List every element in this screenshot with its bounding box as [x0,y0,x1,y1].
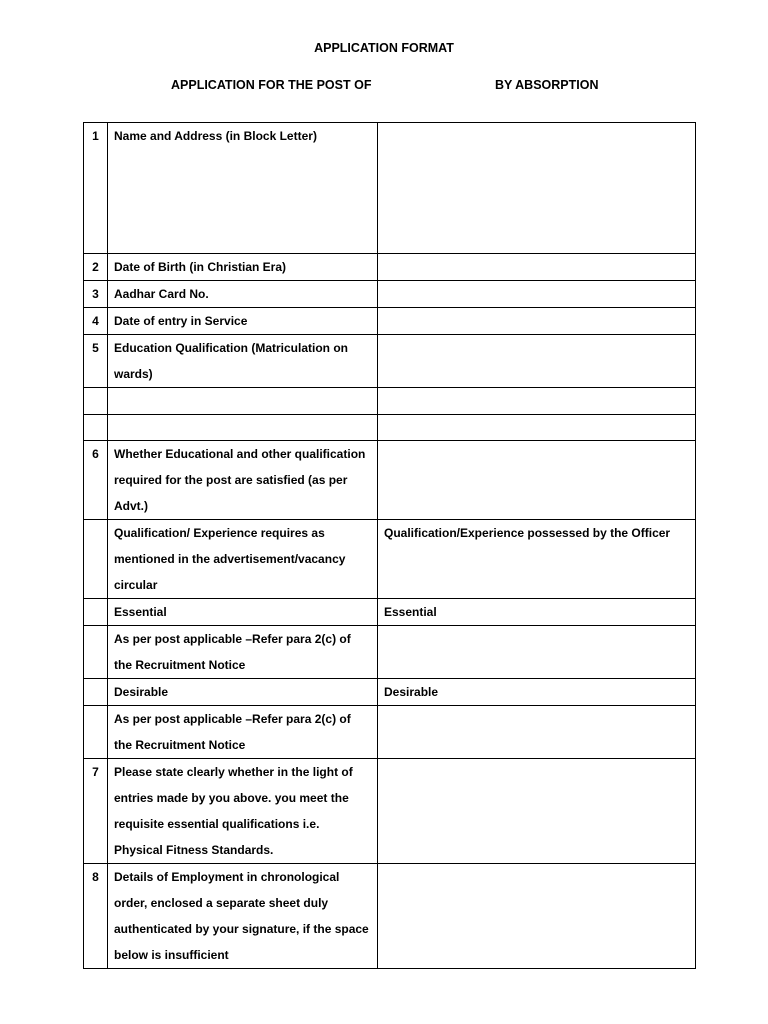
row-number [84,626,108,679]
row-label: Name and Address (in Block Letter) [108,123,378,254]
row-number: 8 [84,864,108,969]
education-extra-field[interactable] [378,388,696,415]
qualification-satisfied-field[interactable] [378,441,696,520]
form-title: APPLICATION FORMAT [314,41,454,55]
education-field[interactable] [378,335,696,388]
row-label[interactable] [108,415,378,441]
name-address-field[interactable] [378,123,696,254]
row-label: Essential [108,599,378,626]
row-qualification-satisfied [84,441,696,520]
row-label: Desirable [108,679,378,706]
row-number [84,599,108,626]
date-of-birth-field[interactable] [378,254,696,281]
row-number: 1 [84,123,108,254]
application-form-table [83,122,696,969]
row-employment-details [84,864,696,969]
absorption-label: BY ABSORPTION [495,78,599,92]
row-essential-detail [84,626,696,679]
row-number: 7 [84,759,108,864]
row-number [84,520,108,599]
row-label: Date of Birth (in Christian Era) [108,254,378,281]
row-number: 2 [84,254,108,281]
row-label: Education Qualification (Matriculation on wards) [108,335,378,388]
row-desirable-heading [84,679,696,706]
row-number [84,679,108,706]
row-essential-heading [84,599,696,626]
essential-qualification-field[interactable] [378,626,696,679]
row-number [84,388,108,415]
row-physical-fitness [84,759,696,864]
row-label: Qualification/ Experience requires as mentioned in the advertisement/vacancy circular [108,520,378,599]
row-label: Aadhar Card No. [108,281,378,308]
row-aadhar [84,281,696,308]
row-name-address [84,123,696,254]
physical-fitness-field[interactable] [378,759,696,864]
row-education [84,335,696,388]
column-heading: Essential [378,599,696,626]
employment-details-field[interactable] [378,864,696,969]
row-number [84,706,108,759]
row-education-extra-1 [84,388,696,415]
row-number: 5 [84,335,108,388]
row-label: Date of entry in Service [108,308,378,335]
row-number [84,415,108,441]
row-label: Whether Educational and other qualification required for the post are satisfied (as per Advt.) [108,441,378,520]
column-heading: Qualification/Experience possessed by the Officer [378,520,696,599]
row-label[interactable] [108,388,378,415]
row-number: 4 [84,308,108,335]
row-education-extra-2 [84,415,696,441]
row-label: As per post applicable –Refer para 2(c) of the Recruitment Notice [108,706,378,759]
row-label: Please state clearly whether in the light of entries made by you above. you meet the requisite essential qualifications i.e. Physical Fitness Standards. [108,759,378,864]
row-desirable-detail [84,706,696,759]
post-label: APPLICATION FOR THE POST OF [171,78,372,92]
row-date-of-birth [84,254,696,281]
aadhar-field[interactable] [378,281,696,308]
row-label: Details of Employment in chronological order, enclosed a separate sheet duly authenticated by your signature, if the space below is insufficient [108,864,378,969]
row-label: As per post applicable –Refer para 2(c) of the Recruitment Notice [108,626,378,679]
row-number: 6 [84,441,108,520]
desirable-qualification-field[interactable] [378,706,696,759]
row-number: 3 [84,281,108,308]
column-heading: Desirable [378,679,696,706]
entry-in-service-field[interactable] [378,308,696,335]
row-entry-in-service [84,308,696,335]
education-extra-field[interactable] [378,415,696,441]
row-qualification-header [84,520,696,599]
